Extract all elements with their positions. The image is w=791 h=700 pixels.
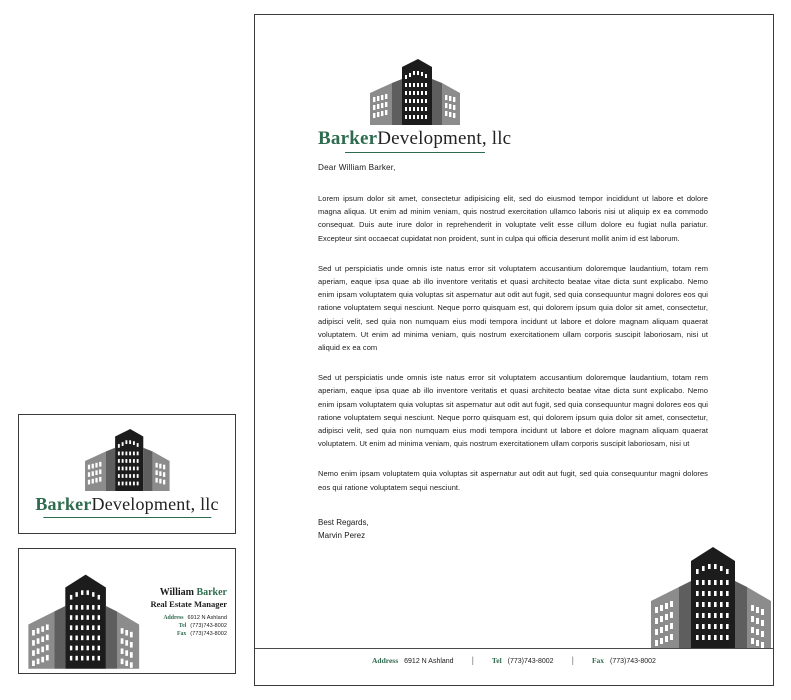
- skyscraper-building-icon: [356, 59, 474, 125]
- logo-preview-card: [18, 414, 236, 534]
- footer-fax: [571, 655, 674, 665]
- page-corner-building-icon: [643, 539, 773, 649]
- footer-tel-label: Tel: [491, 655, 502, 665]
- skyscraper-building-icon: [71, 429, 183, 491]
- letter-paragraph: Nemo enim ipsam voluptatem quia voluptas sit aspernatur aut odit aut fugit, sed quia consequuntur magni dolores eos qui ratione voluptatem sequi nesciunt.: [318, 469, 708, 492]
- contact-label: Tel: [178, 623, 187, 629]
- business-card-name: [97, 587, 227, 598]
- brand-name-suffix: , llc: [481, 128, 512, 149]
- brand-underline: [345, 152, 485, 153]
- brand-name-suffix: , llc: [190, 494, 219, 514]
- letter-paragraph: Sed ut perspiciatis unde omnis iste natus error sit voluptatem accusantium doloremque laudantium, totam rem aperiam, eaque ipsa quae ab illo inventore veritatis et quasi architecto beatae vitae dicta sunt explicabo. Nemo enim ipsam voluptatem quia voluptas sit aspernatur aut odit aut fugit, sed quia consequuntur magni dolores eos qui ratione voluptatem sequi nesciunt. Neque porro quisquam est, qui dolorem ipsum quia dolor sit amet, consectetur, adipisci velit, sed quia non numquam eius modi tempora incidunt ut labore et dolore magnam aliquam quaerat voluptatem. Ut enim ad minima veniam, quis nostrum exercitationem ullam corporis suscipit laboriosam, nisi ut aliquid ex ea com: [318, 263, 708, 353]
- footer-address: [354, 656, 472, 665]
- footer-fax-label: Fax: [591, 655, 605, 665]
- letter-sender-name: Marvin Perez: [318, 530, 366, 540]
- letter-footer: [255, 648, 773, 671]
- footer-separator: |: [571, 655, 574, 665]
- letter-closing: [318, 516, 708, 542]
- brand-name-secondary: Development: [91, 494, 191, 514]
- footer-tel-value: (773)743-8002: [507, 657, 554, 665]
- letterhead-logo: [318, 59, 511, 153]
- brand-wordmark: [35, 494, 218, 515]
- brand-name-primary: Barker: [35, 494, 92, 514]
- business-card-contact-row: [97, 622, 227, 630]
- letterhead-page: [254, 14, 774, 686]
- contact-label: Fax: [176, 631, 187, 637]
- letter-paragraph: Sed ut perspiciatis unde omnis iste natus error sit voluptatem accusantium doloremque laudantium, totam rem aperiam, eaque ipsa quae ab illo inventore veritatis et quasi architecto beatae vitae dicta sunt explicabo. Nemo enim ipsam voluptatem quia voluptas sit aspernatur aut odit aut fugit, sed quia consequuntur magni dolores eos qui ratione voluptatem sequi nesciunt. Neque porro quisquam est, qui dolorem ipsum quia dolor sit amet, consectetur, adipisci velit, sed quia non numquam eius modi tempora incidunt ut labore et dolore magnam aliquam quaerat voluptatem. Ut enim ad minima veniam, quis nostrum exercitationem ullam corporis suscipit laboriosam, nisi ut: [318, 373, 708, 449]
- business-card: [18, 548, 236, 674]
- contact-value: (773)743-8002: [190, 631, 227, 637]
- logo-card-logo: [35, 429, 218, 518]
- business-card-contact-row: [97, 630, 227, 638]
- footer-fax-value: (773)743-8002: [610, 657, 656, 665]
- footer-address-label: Address: [372, 655, 399, 665]
- business-card-last-name: Barker: [196, 587, 227, 598]
- brand-wordmark: [318, 128, 511, 150]
- letter-body: [318, 163, 708, 542]
- business-card-first-name: William: [159, 587, 194, 598]
- business-card-details: [97, 587, 227, 638]
- brand-name-secondary: Development: [377, 128, 482, 149]
- contact-value: (773)743-8002: [190, 623, 227, 629]
- business-card-title: Real Estate Manager: [150, 599, 227, 609]
- contact-value: 6912 N Ashland: [187, 615, 227, 621]
- letter-closing-line: Best Regards,: [318, 517, 369, 527]
- footer-address-value: 6912 N Ashland: [404, 657, 454, 665]
- brand-name-primary: Barker: [318, 128, 378, 149]
- footer-separator: |: [471, 655, 474, 665]
- footer-tel: [471, 655, 572, 665]
- letter-paragraph: Lorem ipsum dolor sit amet, consectetur adipisicing elit, sed do eiusmod tempor incididunt ut labore et dolore magna aliqua. Ut enim ad minim veniam, quis nostrud exercitation ullamco laboris nisi ut aliquip ex ea commodo consequat. Duis aute irure dolor in reprehenderit in voluptate velit esse cillum dolore eu fugiat nulla pariatur. Excepteur sint occaecat cupidatat non proident, sunt in culpa qui officia deserunt mollit anim id est laborum.: [318, 194, 708, 243]
- brand-underline: [43, 517, 211, 518]
- contact-label: Address: [163, 615, 184, 621]
- letter-salutation: Dear William Barker,: [318, 163, 396, 172]
- business-card-contact-row: [97, 614, 227, 622]
